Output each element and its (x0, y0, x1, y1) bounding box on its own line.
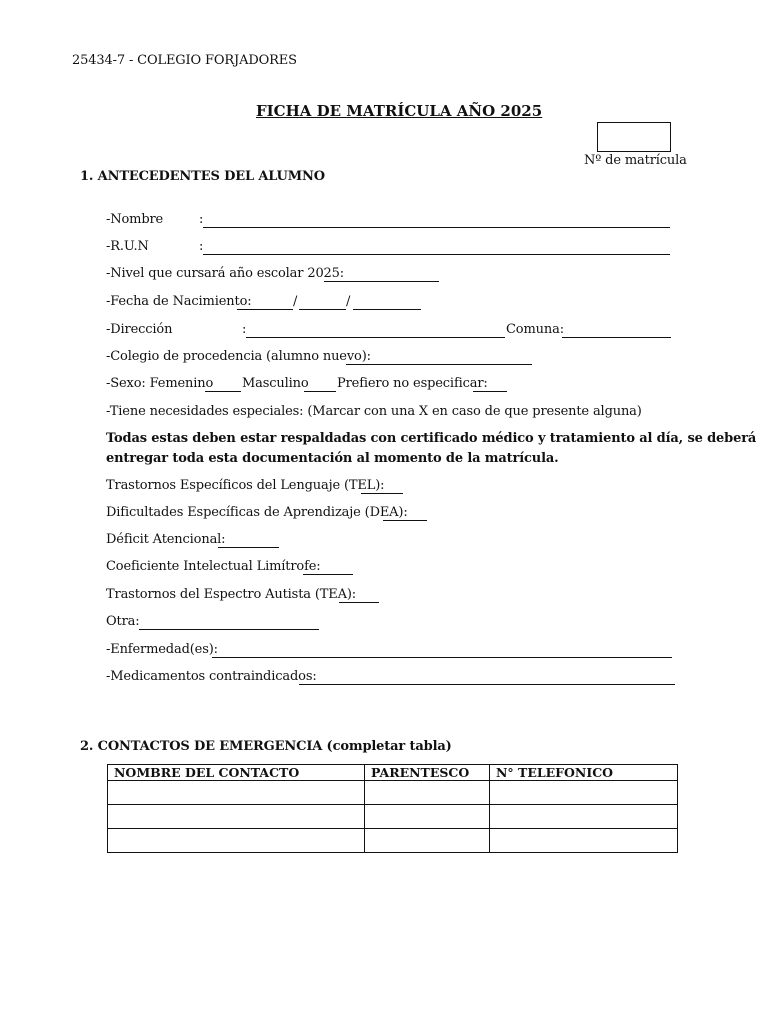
table-header-row (108, 765, 678, 781)
fecha-label: -Fecha de Nacimiento: (106, 294, 252, 309)
masculino-label: Masculino (242, 376, 309, 391)
table-row (108, 829, 678, 853)
enfermedad-field[interactable] (212, 657, 672, 658)
table-row (108, 781, 678, 805)
fecha-mes-field[interactable] (299, 309, 346, 310)
otra-label: Otra: (106, 614, 140, 629)
telefono-cell[interactable] (490, 829, 678, 853)
otra-field[interactable] (139, 629, 319, 630)
comuna-field[interactable] (562, 337, 671, 338)
fecha-slash-2: / (346, 294, 351, 309)
dea-label: Dificultades Específicas de Aprendizaje (DEA): (106, 505, 408, 520)
direccion-field[interactable] (246, 337, 505, 338)
medicamentos-field[interactable] (299, 684, 675, 685)
nombre-field[interactable] (203, 227, 670, 228)
necesidades-label: -Tiene necesidades especiales: (Marcar con una X en caso de que presente alguna) (106, 404, 642, 419)
tel-field[interactable] (361, 493, 403, 494)
parentesco-cell[interactable] (365, 829, 490, 853)
parentesco-cell[interactable] (365, 805, 490, 829)
prefiero-field[interactable] (473, 391, 507, 392)
deficit-field[interactable] (218, 547, 279, 548)
school-header: 25434-7 - COLEGIO FORJADORES (72, 53, 297, 68)
fecha-anio-field[interactable] (353, 309, 421, 310)
enfermedad-label: -Enfermedad(es): (106, 642, 218, 657)
telefono-cell[interactable] (490, 781, 678, 805)
run-label: -R.U.N (106, 239, 149, 254)
contact-name-cell[interactable] (108, 781, 365, 805)
nivel-field[interactable] (324, 281, 439, 282)
run-field[interactable] (203, 254, 670, 255)
table-row (108, 805, 678, 829)
col-nombre-contacto: NOMBRE DEL CONTACTO (108, 765, 365, 781)
deficit-label: Déficit Atencional: (106, 532, 226, 547)
nombre-colon: : (199, 212, 204, 227)
dea-field[interactable] (383, 520, 427, 521)
colegio-field[interactable] (346, 364, 532, 365)
fecha-dia-field[interactable] (237, 309, 293, 310)
coeficiente-label: Coeficiente Intelectual Limítrofe: (106, 559, 321, 574)
emergency-contacts-table (107, 764, 678, 853)
comuna-label: Comuna: (506, 322, 564, 337)
tea-label: Trastornos del Espectro Autista (TEA): (106, 587, 357, 602)
contact-name-cell[interactable] (108, 805, 365, 829)
tel-label: Trastornos Específicos del Lenguaje (TEL): (106, 478, 385, 493)
contact-name-cell[interactable] (108, 829, 365, 853)
matricula-number-box[interactable] (597, 122, 671, 152)
run-colon: : (199, 239, 204, 254)
nombre-label: -Nombre (106, 212, 164, 227)
col-parentesco: PARENTESCO (365, 765, 490, 781)
tea-field[interactable] (339, 602, 379, 603)
prefiero-label: Prefiero no especificar: (337, 376, 488, 391)
direccion-colon: : (242, 322, 247, 337)
parentesco-cell[interactable] (365, 781, 490, 805)
masculino-field[interactable] (304, 391, 336, 392)
coeficiente-field[interactable] (303, 574, 353, 575)
femenino-field[interactable] (205, 391, 241, 392)
matricula-label: Nº de matrícula (584, 153, 687, 168)
bold-note-line2: entregar toda esta documentación al momento de la matrícula. (106, 451, 559, 466)
nivel-label: -Nivel que cursará año escolar 2025: (106, 266, 345, 281)
page-title: FICHA DE MATRÍCULA AÑO 2025 (256, 102, 543, 120)
col-telefono: N° TELEFONICO (490, 765, 678, 781)
colegio-label: -Colegio de procedencia (alumno nuevo): (106, 349, 371, 364)
medicamentos-label: -Medicamentos contraindicados: (106, 669, 317, 684)
section1-heading: 1. ANTECEDENTES DEL ALUMNO (80, 169, 325, 184)
fecha-slash-1: / (293, 294, 298, 309)
bold-note-line1: Todas estas deben estar respaldadas con certificado médico y tratamiento al día, se deberá (106, 431, 757, 446)
section2-heading: 2. CONTACTOS DE EMERGENCIA (completar tabla) (80, 739, 452, 754)
sexo-label: -Sexo: Femenino (106, 376, 214, 391)
direccion-label: -Dirección (106, 322, 173, 337)
telefono-cell[interactable] (490, 805, 678, 829)
